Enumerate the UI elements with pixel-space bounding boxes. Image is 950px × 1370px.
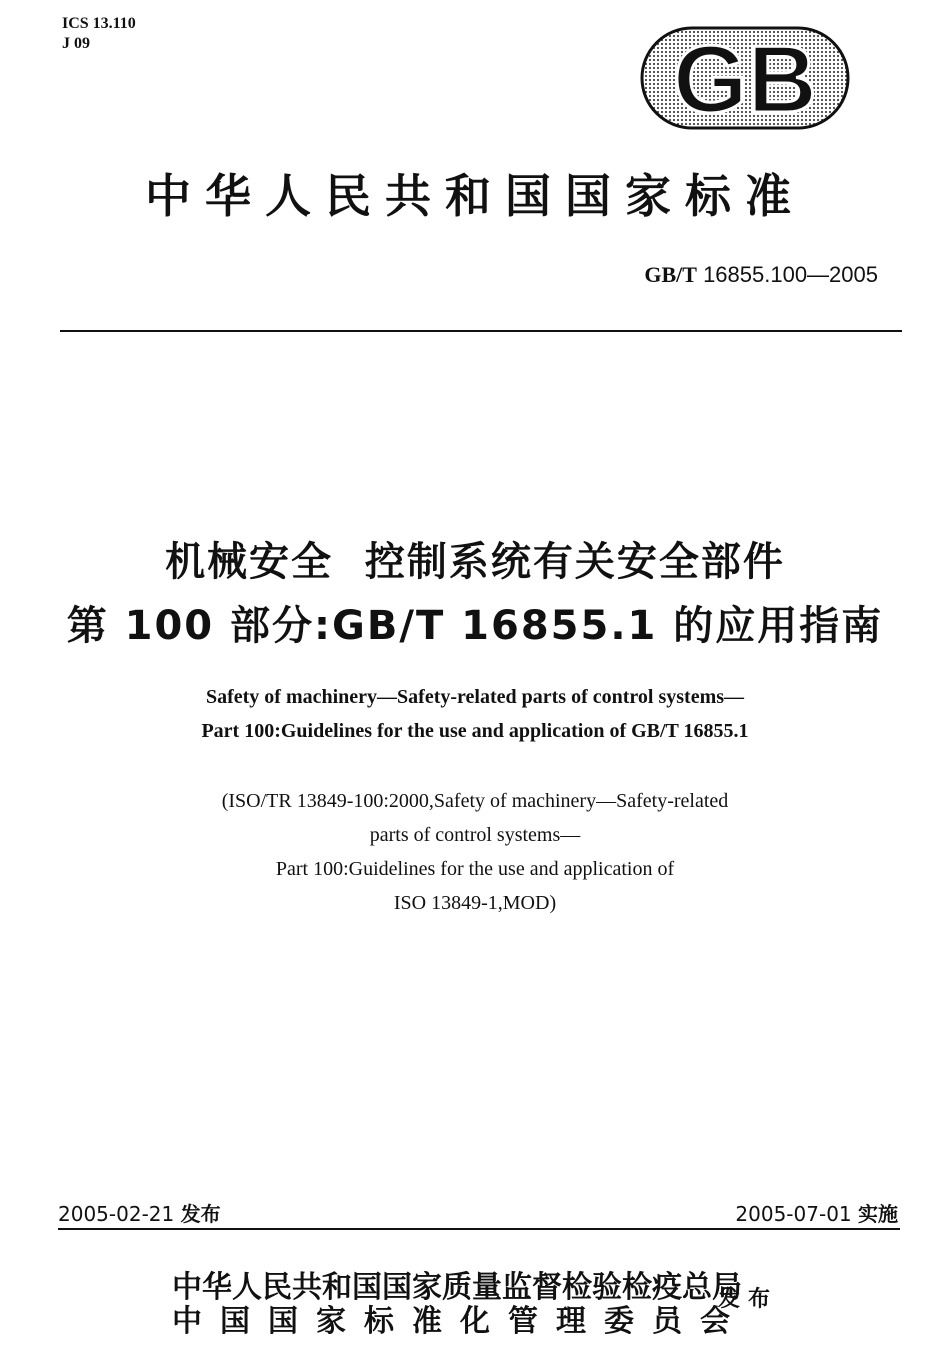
cn-title-line2: 第 100 部分:GB/T 16855.1 的应用指南	[66, 603, 884, 649]
effective-label: 实施	[858, 1202, 898, 1226]
publish-label: 发布	[718, 1286, 779, 1312]
bottom-divider	[58, 1228, 900, 1230]
release-date	[58, 1198, 221, 1227]
issuer-line1: 中华人民共和国国家质量监督检验检疫总局	[172, 1270, 742, 1305]
ccs-code: J 09	[62, 35, 90, 52]
iso-line: Part 100:Guidelines for the use and application of	[275, 858, 675, 880]
en-title-line2: Part 100:Guidelines for the use and application of GB/T 16855.1	[201, 720, 749, 742]
classification-codes	[62, 14, 136, 54]
standard-prefix: GB/T	[644, 262, 697, 287]
release-date-value: 2005-02-21	[58, 1202, 175, 1226]
release-label: 发布	[180, 1202, 221, 1226]
iso-line: (ISO/TR 13849-100:2000,Safety of machinery—Safety-related	[221, 790, 729, 812]
effective-date	[735, 1198, 898, 1227]
gb-logo-text: GB	[673, 26, 817, 130]
standard-number	[644, 262, 878, 288]
issuer-line2: 中国国家标准化管理委员会	[172, 1304, 748, 1339]
effective-date-value: 2005-07-01	[735, 1202, 852, 1226]
iso-line: parts of control systems—	[369, 824, 581, 846]
en-title-line1: Safety of machinery—Safety-related parts of control systems—	[205, 686, 745, 708]
gb-logo	[640, 26, 850, 130]
standard-category-title: 中华人民共和国国家标准	[145, 169, 805, 223]
iso-reference	[0, 784, 950, 920]
cn-title-line1: 机械安全 控制系统有关安全部件	[165, 539, 785, 585]
standard-number-value: 16855.100—2005	[703, 262, 878, 287]
ics-code: ICS 13.110	[62, 15, 136, 32]
iso-line: ISO 13849-1,MOD)	[393, 892, 557, 914]
top-divider	[60, 330, 902, 332]
